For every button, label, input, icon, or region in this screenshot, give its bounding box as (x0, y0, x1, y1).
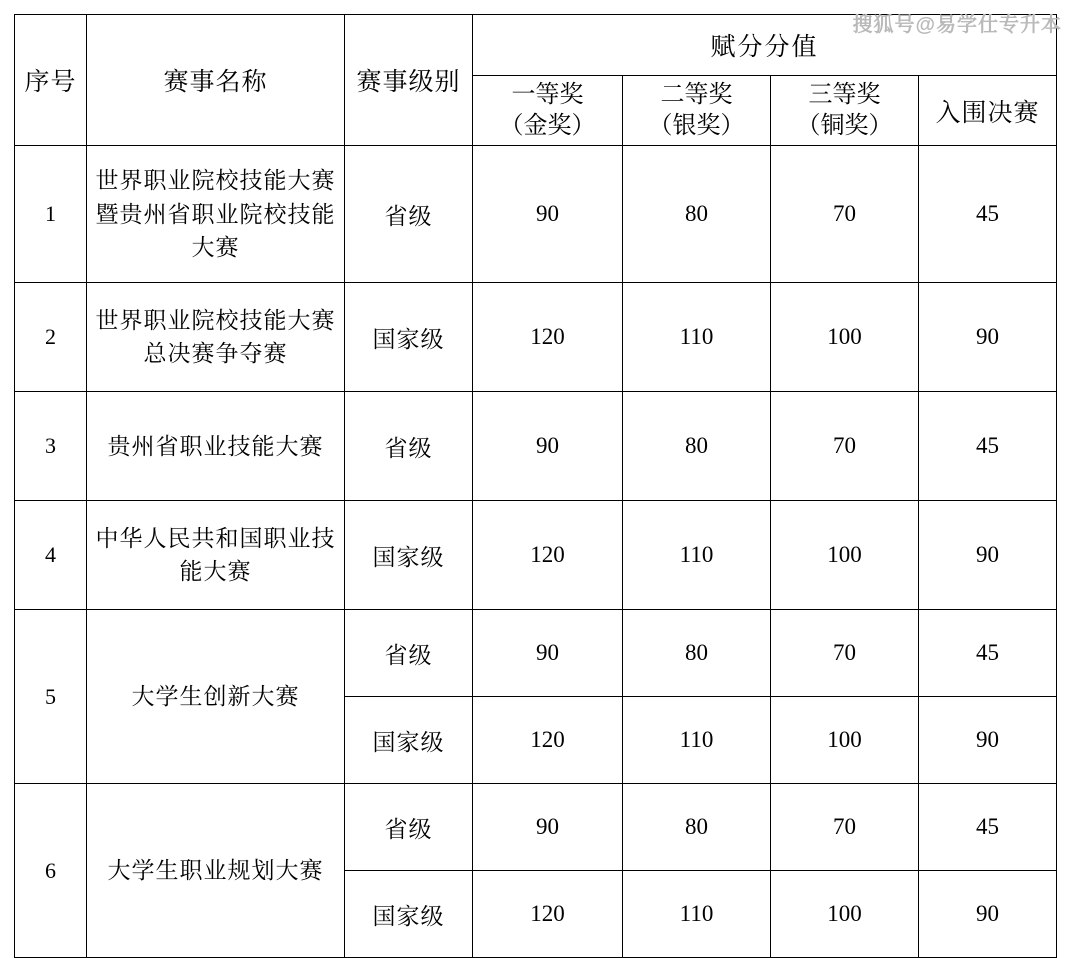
row-third-prize-score: 70 (771, 392, 919, 501)
table-row (15, 392, 1057, 501)
row-second-prize-score: 80 (623, 392, 771, 501)
row-second-prize-score: 110 (623, 871, 771, 958)
row-finals-score: 90 (919, 501, 1057, 610)
header-third-prize-line1: 三等奖 (808, 82, 881, 108)
row-event-level: 省级 (345, 392, 473, 501)
row-event-level: 国家级 (345, 871, 473, 958)
row-event-name: 大学生职业规划大赛 (87, 784, 345, 958)
row-third-prize-score: 100 (771, 283, 919, 392)
row-first-prize-score: 120 (473, 871, 623, 958)
row-index: 2 (15, 283, 87, 392)
header-first-prize-line1: 一等奖 (511, 82, 584, 108)
row-finals-score: 90 (919, 871, 1057, 958)
row-finals-score: 45 (919, 784, 1057, 871)
row-third-prize-score: 100 (771, 501, 919, 610)
row-event-level: 省级 (345, 784, 473, 871)
row-second-prize-score: 110 (623, 283, 771, 392)
row-first-prize-score: 120 (473, 501, 623, 610)
row-second-prize-score: 80 (623, 784, 771, 871)
row-finals-score: 90 (919, 283, 1057, 392)
row-first-prize-score: 120 (473, 697, 623, 784)
header-second-prize-line2: （银奖） (648, 112, 745, 139)
header-third-prize-line2: （铜奖） (796, 112, 893, 139)
row-first-prize-score: 90 (473, 784, 623, 871)
row-event-level: 国家级 (345, 283, 473, 392)
row-index: 4 (15, 501, 87, 610)
row-index: 6 (15, 784, 87, 958)
header-second-prize-line1: 二等奖 (660, 82, 733, 108)
table-row (15, 610, 1057, 697)
row-second-prize-score: 110 (623, 697, 771, 784)
row-third-prize-score: 70 (771, 146, 919, 283)
row-event-level: 省级 (345, 610, 473, 697)
row-event-name: 中华人民共和国职业技能大赛 (87, 501, 345, 610)
row-first-prize-score: 90 (473, 146, 623, 283)
table-row (15, 283, 1057, 392)
row-third-prize-score: 70 (771, 784, 919, 871)
row-third-prize-score: 100 (771, 871, 919, 958)
row-finals-score: 90 (919, 697, 1057, 784)
row-event-level: 国家级 (345, 501, 473, 610)
table-row (15, 501, 1057, 610)
row-third-prize-score: 100 (771, 697, 919, 784)
table-row (15, 784, 1057, 871)
row-first-prize-score: 90 (473, 392, 623, 501)
header-second-prize (623, 76, 771, 146)
row-index: 3 (15, 392, 87, 501)
row-event-name: 大学生创新大赛 (87, 610, 345, 784)
row-index: 1 (15, 146, 87, 283)
score-table-container (14, 14, 1056, 958)
row-event-level: 国家级 (345, 697, 473, 784)
header-index: 序号 (15, 15, 87, 146)
row-second-prize-score: 80 (623, 610, 771, 697)
row-first-prize-score: 120 (473, 283, 623, 392)
row-finals-score: 45 (919, 392, 1057, 501)
header-first-prize (473, 76, 623, 146)
row-event-name: 世界职业院校技能大赛暨贵州省职业院校技能大赛 (87, 146, 345, 283)
row-event-name: 贵州省职业技能大赛 (87, 392, 345, 501)
header-finals: 入围决赛 (919, 76, 1057, 146)
row-finals-score: 45 (919, 610, 1057, 697)
header-event-level: 赛事级别 (345, 15, 473, 146)
header-third-prize (771, 76, 919, 146)
watermark-text: 搜狐号@易学仕专升本 (852, 14, 1062, 36)
row-event-level: 省级 (345, 146, 473, 283)
competition-score-table (14, 14, 1057, 958)
row-event-name: 世界职业院校技能大赛总决赛争夺赛 (87, 283, 345, 392)
table-body (15, 146, 1057, 958)
header-event-name: 赛事名称 (87, 15, 345, 146)
row-third-prize-score: 70 (771, 610, 919, 697)
row-second-prize-score: 110 (623, 501, 771, 610)
row-finals-score: 45 (919, 146, 1057, 283)
row-index: 5 (15, 610, 87, 784)
row-second-prize-score: 80 (623, 146, 771, 283)
table-row (15, 146, 1057, 283)
header-first-prize-line2: （金奖） (499, 112, 596, 139)
row-first-prize-score: 90 (473, 610, 623, 697)
header-score-group: 赋分分值 (473, 15, 1057, 76)
